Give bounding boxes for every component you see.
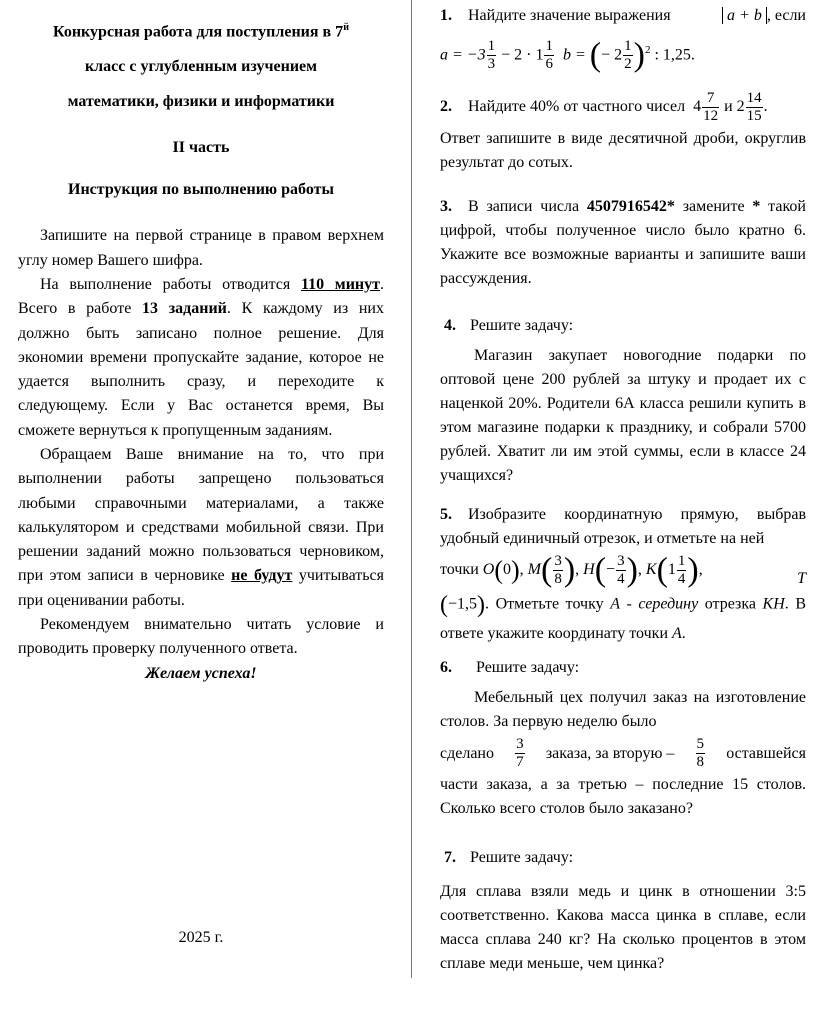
mixed-whole-2: 2 [736, 98, 745, 116]
task-3-number: 3. [440, 198, 452, 215]
t5-text-d: . В ответе укажите координату точки [440, 595, 806, 642]
instruction-paragraph-4: Рекомендуем внимательно читать условие и проводить проверку полученного ответа. [18, 616, 384, 658]
task-count: 13 заданий [142, 300, 227, 318]
fraction-3-8 [553, 553, 563, 588]
segment-KH: KH [762, 595, 785, 613]
task-6-number: 6. [440, 659, 452, 676]
year: 2025 г. [178, 929, 224, 946]
p2-text-a: На выполнение работы отводится [40, 275, 301, 293]
t5-text-a: . Отметьте точку [485, 595, 611, 613]
column-divider [411, 0, 412, 978]
task-2-number: 2. [440, 98, 452, 116]
task-1-text: Найдите значение выражения [468, 7, 671, 24]
fraction-3-7 [515, 736, 525, 771]
task-7-number: 7. [444, 849, 456, 866]
task-7-body: Для сплава взяли медь и цинк в отношении 3:5 соответственно. Какова масса цинка в сплаве, если масса сплава 240 кг? На сколько процентов в этом сплаве меди меньше, чем цинка? [440, 883, 806, 972]
task-4-head [440, 314, 806, 338]
title-line-3: математики, физики и информатики [67, 93, 335, 111]
task-1-tail: , если [766, 7, 806, 24]
and-word: и [724, 98, 733, 116]
t5-text-c: отрезка [698, 595, 763, 613]
frac-den: 6 [545, 56, 553, 73]
task-2 [440, 90, 806, 175]
mixed-whole-1: 4 [693, 98, 702, 116]
frac-num: 1 [677, 553, 686, 569]
task-5 [440, 503, 806, 646]
frac-den: 15 [746, 108, 762, 124]
frac-num: 7 [702, 90, 719, 108]
point-M: M [527, 561, 541, 579]
paren-open: ( [589, 36, 602, 74]
frac-num: 5 [696, 736, 705, 752]
task-5-number: 5. [440, 506, 452, 523]
power: 2 [644, 44, 651, 56]
time-limit: 110 минут [300, 275, 381, 293]
star-symbol: * [752, 198, 761, 215]
frac-num: 14 [746, 90, 762, 106]
task-1-number: 1. [440, 7, 452, 24]
task-1-formula [440, 38, 806, 73]
b-inner: − 2 [601, 46, 623, 64]
point-O: O [482, 561, 495, 579]
point-K-whole: 1 [667, 561, 676, 579]
task-3-number-value: 4507916542* [586, 198, 675, 215]
formula-end: : 1,25. [650, 46, 695, 64]
title-line-1: Конкурсная работа для поступления в 7 [53, 23, 344, 41]
fraction-14-15 [746, 90, 763, 125]
task-6-body-1: Мебельный цех получил заказ на изготовление столов. За первую неделю было [440, 689, 806, 730]
point-K: K [645, 561, 657, 579]
frac-num: 3 [516, 736, 524, 752]
task-5-text-2: (−1,5). Отметьте точку A - середину отрезка KH. В ответе укажите координату точки A. [440, 592, 806, 642]
task-6 [440, 656, 806, 821]
frac-den: 8 [554, 571, 562, 587]
task-6-middle: заказа, за вторую – [545, 744, 675, 762]
point-A: A [610, 595, 620, 613]
title-superscript: й [343, 22, 349, 33]
task-1-line-1 [440, 4, 806, 28]
task-7-heading: Решите задачу: [470, 849, 574, 866]
a-definition: a = −3 [440, 46, 486, 64]
task-7-head [440, 846, 806, 870]
fraction-1-4 [677, 553, 687, 588]
fraction-1-3 [487, 38, 497, 73]
b-definition: b = [562, 46, 586, 64]
t5-text-e: . [681, 625, 686, 642]
frac-num: 1 [487, 38, 496, 55]
dot: . [763, 98, 768, 116]
frac-num: 3 [554, 553, 562, 569]
task-1 [440, 4, 806, 73]
task-6-body-2: части заказа, а за третью – последние 15 столов. Сколько всего столов было заказано? [440, 776, 806, 817]
frac-den: 12 [703, 108, 719, 124]
task-5-text [440, 503, 806, 551]
p2-text-b: . Всего в работе [18, 275, 385, 318]
frac-den: 4 [617, 571, 625, 587]
task-2-text: Найдите 40% от частного чисел [468, 98, 686, 116]
task-6-fraction-line [440, 736, 806, 771]
formula-middle: − 2 · 1 [497, 46, 544, 64]
p3-text-a: Обращаем Ваше внимание на то, что при выполнении работы запрещено пользоваться любыми справочными материалами, а также калькулятором и средствами мобильной связи. При решении заданий можно пользоваться черновиком, при этом записи в черновике [18, 446, 384, 585]
left-column [18, 10, 385, 946]
middle-word: середину [638, 595, 699, 613]
point-A-2: A [672, 625, 682, 642]
frac-num: 1 [624, 38, 632, 55]
frac-den: 2 [624, 56, 632, 73]
task-3-text-b: замените [674, 198, 753, 215]
fraction-7-12 [702, 90, 719, 125]
fraction-1-2 [623, 38, 633, 73]
point-H: H [583, 561, 595, 579]
fraction-5-8 [696, 736, 706, 771]
paren-close: ) [633, 36, 645, 74]
task-3-text-c: такой цифрой, чтобы полученное число было кратно 6. Укажите все возможные варианты и запишите ваши рассуждения. [440, 198, 806, 287]
not-counted-emphasis: не будут [231, 567, 293, 585]
part-heading: II часть [172, 139, 230, 157]
task-4-body: Магазин закупает новогодние подарки по оптовой цене 200 рублей за штуку и продает их с наценкой 20%. Родители 6А класса решили купить в этом магазине подарки к празднику, и собрали 5700 рублей. Хватит ли им этой суммы, если в классе 24 учащихся? [440, 347, 806, 484]
task-2-line-1 [440, 90, 806, 125]
point-T-value: −1,5 [448, 595, 478, 613]
instruction-paragraph-2 [18, 273, 384, 443]
instructions-heading: Инструкция по выполнению работы [68, 181, 334, 199]
t5-text-b: - [619, 595, 639, 613]
frac-den: 8 [696, 754, 705, 770]
fraction-3-4 [616, 553, 626, 588]
task-4 [440, 314, 806, 488]
task-5-points-line: точки O(0), M( $\frac{3}{8}$ ), H(− $\frac{3}{4}$ ), K(1 $\frac{1}{4}$ ), T [440, 553, 806, 588]
task-4-heading: Решите задачу: [470, 317, 574, 334]
instruction-paragraph-1: Запишите на первой странице в правом верхнем углу номер Вашего шифра. [18, 227, 384, 269]
frac-den: 7 [516, 754, 524, 770]
task-2-text-2: Ответ запишите в виде десятичной дроби, округлив результат до сотых. [440, 130, 806, 171]
done-word: сделано [440, 744, 494, 762]
task-6-heading: Решите задачу: [476, 659, 580, 676]
remaining-word: оставшейся [726, 744, 806, 762]
frac-den: 3 [487, 56, 496, 73]
frac-den: 4 [677, 571, 686, 587]
points-word: точки [440, 561, 479, 579]
task-6-head [440, 656, 806, 680]
task-4-number: 4. [444, 317, 456, 334]
document-title [18, 10, 384, 119]
title-line-2: класс с углубленным изучением [84, 58, 318, 76]
instruction-paragraph-3 [18, 443, 384, 613]
point-O-value: 0 [502, 561, 511, 579]
task-3-text-a: В записи числа [468, 198, 587, 215]
fraction-1-6 [544, 38, 554, 73]
task-5-intro: Изобразите координатную прямую, выбрав удобный единичный отрезок, и отметьте на ней [440, 506, 806, 547]
task-7 [440, 846, 806, 976]
p2-text-c: . К каждому из них должно быть записано полное решение. Для экономии времени пропускайте задание, которое не удается выполнить сразу, и переходите к следующему. Если у Вас останется время, Вы сможете вернуться к пропущенным заданиям. [18, 300, 384, 439]
task-3 [440, 195, 806, 291]
frac-num: 1 [545, 38, 553, 55]
good-luck-text: Желаем успеха! [145, 664, 257, 682]
abs-expression: a + b [722, 7, 767, 24]
frac-num: 3 [617, 553, 625, 569]
point-H-sign: − [606, 561, 616, 579]
p3-text-b: учитываться при оценивании работы. [18, 567, 385, 609]
point-T: T [797, 570, 806, 587]
